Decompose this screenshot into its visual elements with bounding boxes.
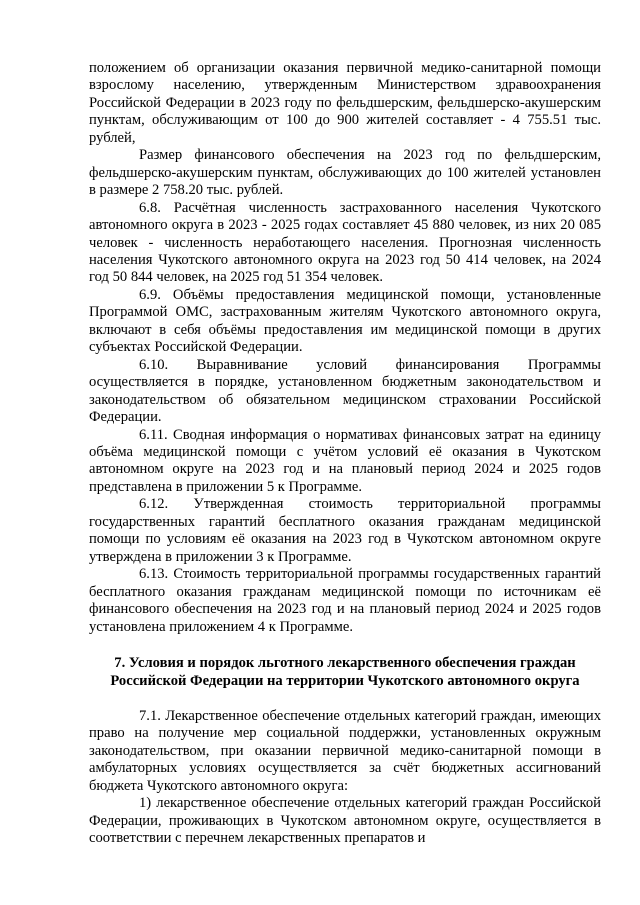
paragraph-fap-funding: Размер финансового обеспечения на 2023 год по фельдшерским, фельдшерско-акушерским пунктам, обслуживающих до 100 жителей установлен в размере 2 758.20 тыс. рублей. bbox=[89, 147, 601, 199]
paragraph-continuation: положением об организации оказания первичной медико-санитарной помощи взрослому населению, утвержденным Министерством здравоохранения Российской Федерации в 2023 году по фельдшерским, фельдшерско-акушерским пунктам, обслуживающим от 100 до 900 жителей составляет - 4 755.51 тыс. рублей, bbox=[89, 60, 601, 146]
paragraph-6-8: 6.8. Расчётная численность застрахованного населения Чукотского автономного округа в 2023 - 2025 годах составляет 45 880 человек, из них 20 085 человек - численность неработающего населения. Прогнозная численность населения Чукотского автономного округа на 2023 год 50 414 человек, на 2024 год 50 844 человек, на 2025 год 51 354 человек. bbox=[89, 199, 601, 286]
paragraph-7-1: 7.1. Лекарственное обеспечение отдельных категорий граждан, имеющих право на получение мер социальной поддержки, установленных окружным законодательством, при оказании первичной медико-санитарной помощи в амбулаторных условиях осуществляется за счёт бюджетных ассигнований бюджета Чукотского автономного округа: bbox=[89, 707, 601, 794]
paragraph-6-11: 6.11. Сводная информация о нормативах финансовых затрат на единицу объёма медицинской помощи с учётом условий её оказания в Чукотском автономном округе на 2023 год и на плановый период 2024 и 2025 годов представлена в приложении 5 к Программе. bbox=[89, 426, 601, 495]
document-body bbox=[89, 60, 601, 848]
paragraph-7-1-item-1: 1) лекарственное обеспечение отдельных категорий граждан Российской Федерации, проживающих в Чукотском автономном округе, осуществляется в соответствии с перечнем лекарственных препаратов и bbox=[89, 795, 601, 847]
paragraph-6-13: 6.13. Стоимость территориальной программы государственных гарантий бесплатного оказания гражданам медицинской помощи по источникам её финансового обеспечения на 2023 год и на плановый период 2024 и 2025 годов установлена приложением 4 к Программе. bbox=[89, 566, 601, 635]
paragraph-6-9: 6.9. Объёмы предоставления медицинской помощи, установленные Программой ОМС, застрахованным жителям Чукотского автономного округа, включают в себя объёмы предоставления им медицинской помощи в других субъектах Российской Федерации. bbox=[89, 286, 601, 356]
paragraph-6-12: 6.12. Утвержденная стоимость территориальной программы государственных гарантий бесплатного оказания гражданам медицинской помощи по условиям её оказания на 2023 год в Чукотском автономном округе утверждена в приложении 3 к Программе. bbox=[89, 496, 601, 565]
paragraph-6-10: 6.10. Выравнивание условий финансирования Программы осуществляется в порядке, установленном бюджетным законодательством и законодательством об обязательном медицинском страховании Российской Федерации. bbox=[89, 356, 601, 426]
section-heading: 7. Условия и порядок льготного лекарственного обеспечения граждан Российской Федерации на территории Чукотского автономного округа bbox=[110, 654, 580, 689]
